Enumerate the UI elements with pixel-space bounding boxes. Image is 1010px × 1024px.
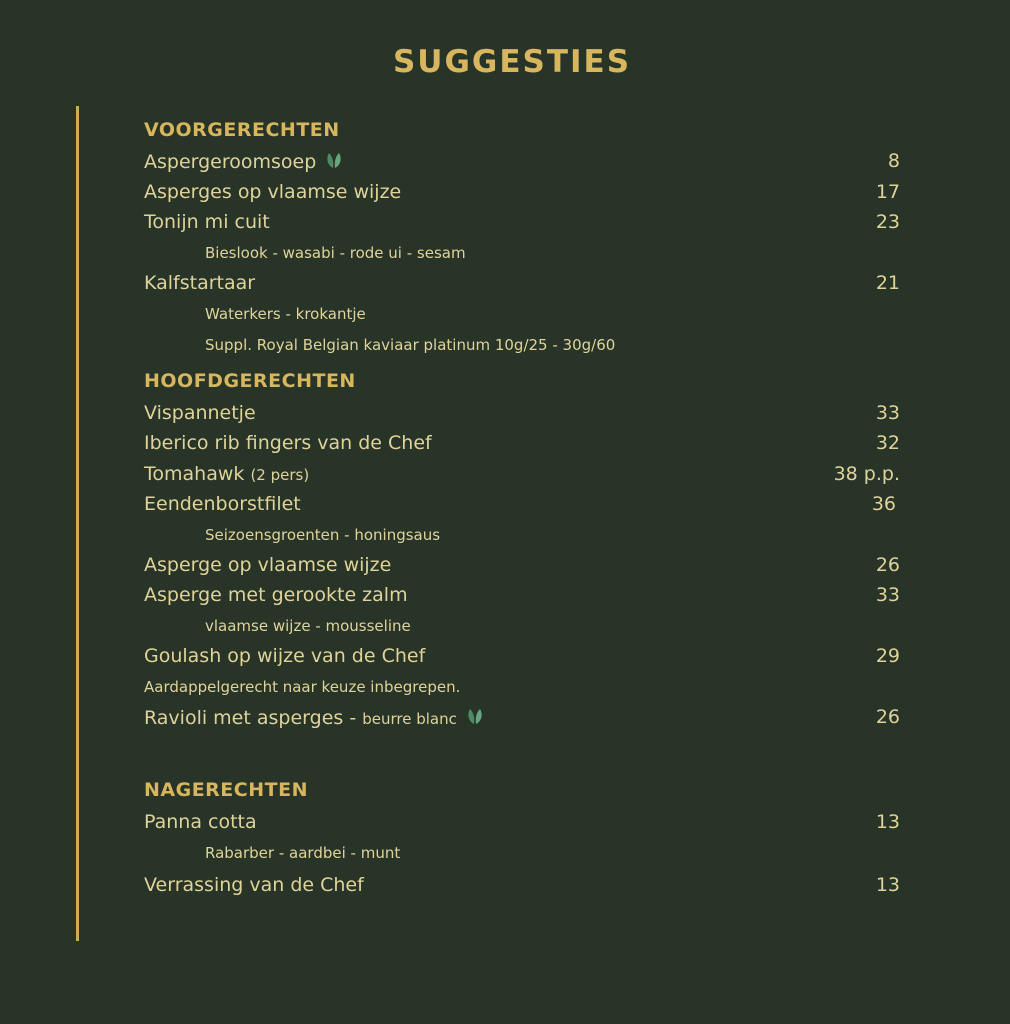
- menu-item: [144, 211, 900, 239]
- item-price: 13: [875, 874, 900, 896]
- item-note: (2 pers): [250, 466, 310, 484]
- item-price: 36: [871, 493, 896, 515]
- item-name: Asperges op vlaamse wijze: [144, 181, 402, 203]
- menu-item: [144, 432, 900, 460]
- item-price: 26: [875, 554, 900, 576]
- item-note: beurre blanc: [362, 710, 457, 728]
- item-price: 26: [875, 706, 900, 728]
- item-name: Panna cotta: [144, 811, 257, 833]
- item-name: Vispannetje: [144, 402, 256, 424]
- item-name: Asperge met gerookte zalm: [144, 584, 408, 606]
- item-description: Bieslook - wasabi - rode ui - sesam: [205, 244, 466, 262]
- item-price: 33: [875, 584, 900, 606]
- item-description: Seizoensgroenten - honingsaus: [205, 526, 441, 544]
- section-heading-voorgerechten: VOORGERECHTEN: [144, 119, 340, 141]
- item-supplement: Suppl. Royal Belgian kaviaar platinum 10g/25 - 30g/60: [205, 336, 616, 354]
- menu-item: [144, 584, 900, 612]
- menu-item: [144, 706, 900, 734]
- item-price: 29: [875, 645, 900, 667]
- item-name: Asperge op vlaamse wijze: [144, 554, 392, 576]
- menu-item: [144, 554, 900, 582]
- side-dish-note: Aardappelgerecht naar keuze inbegrepen.: [144, 678, 461, 696]
- menu-item: [144, 874, 900, 902]
- item-description: vlaamse wijze - mousseline: [205, 617, 411, 635]
- item-name: Iberico rib fingers van de Chef: [144, 432, 432, 454]
- menu-item: [144, 272, 900, 300]
- menu-item: [144, 493, 900, 521]
- item-name: Goulash op wijze van de Chef: [144, 645, 426, 667]
- menu-item: [144, 150, 900, 178]
- item-name: Tonijn mi cuit: [144, 211, 270, 233]
- item-price: 17: [875, 181, 900, 203]
- item-description: Rabarber - aardbei - munt: [205, 844, 401, 862]
- menu-item: [144, 181, 900, 209]
- vegetarian-leaf-icon: [465, 706, 485, 731]
- section-heading-hoofdgerechten: HOOFDGERECHTEN: [144, 370, 356, 392]
- item-name: Tomahawk (2 pers): [144, 463, 310, 485]
- item-price: 13: [875, 811, 900, 833]
- menu-item: [144, 463, 900, 491]
- vegetarian-leaf-icon: [324, 150, 344, 175]
- page-title: SUGGESTIES: [392, 44, 632, 80]
- item-name: Kalfstartaar: [144, 272, 256, 294]
- menu-item: [144, 402, 900, 430]
- section-heading-nagerechten: NAGERECHTEN: [144, 779, 308, 801]
- item-description: Waterkers - krokantje: [205, 305, 366, 323]
- gold-divider-line: [76, 106, 79, 941]
- menu-item: [144, 645, 900, 673]
- item-name: Ravioli met asperges - beurre blanc: [144, 706, 485, 731]
- item-price: 21: [875, 272, 900, 294]
- item-name: Eendenborstfilet: [144, 493, 301, 515]
- item-name: Verrassing van de Chef: [144, 874, 364, 896]
- item-price: 38 p.p.: [833, 463, 900, 485]
- item-price: 23: [875, 211, 900, 233]
- item-price: 33: [875, 402, 900, 424]
- menu-item: [144, 811, 900, 839]
- item-price: 8: [887, 150, 900, 172]
- item-price: 32: [875, 432, 900, 454]
- item-name: Aspergeroomsoep: [144, 150, 344, 175]
